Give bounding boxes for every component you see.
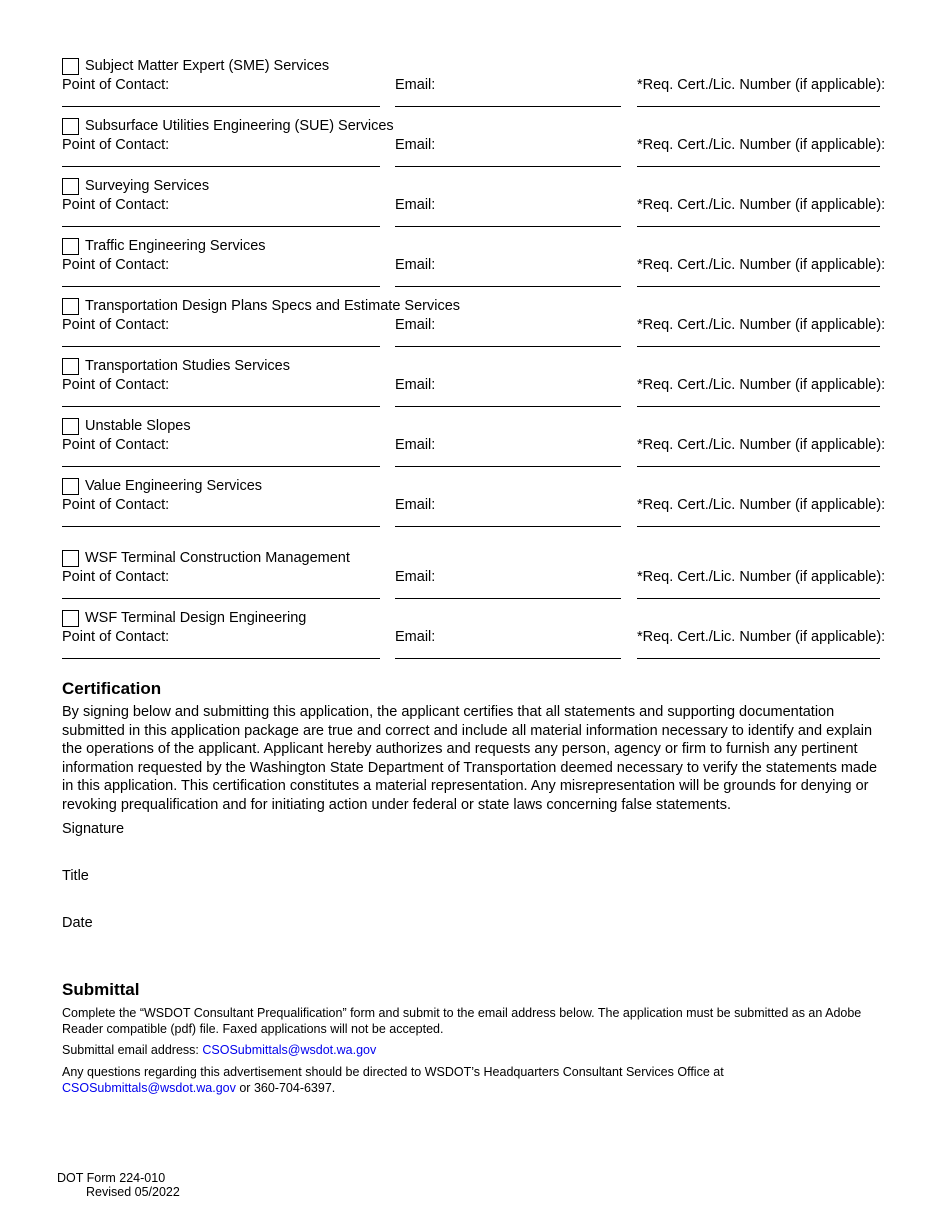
service-row [0, 550, 950, 610]
submittal-email-label: Submittal email address: [62, 1043, 199, 1057]
email-field[interactable] [395, 158, 621, 167]
service-checkbox[interactable] [62, 298, 79, 315]
email-field[interactable] [395, 518, 621, 527]
service-name: Unstable Slopes [85, 418, 191, 434]
service-name: Surveying Services [85, 178, 210, 194]
cert-number-field[interactable] [637, 458, 880, 467]
cert-number-field[interactable] [637, 338, 880, 347]
service-checkbox[interactable] [62, 418, 79, 435]
email-field[interactable] [395, 278, 621, 287]
service-row [0, 478, 950, 538]
service-name: WSF Terminal Design Engineering [85, 610, 307, 626]
cert-number-label: *Req. Cert./Lic. Number (if applicable): [637, 629, 886, 645]
cert-number-field[interactable] [637, 398, 880, 407]
cert-number-field[interactable] [637, 650, 880, 659]
email-field[interactable] [395, 398, 621, 407]
cert-number-label: *Req. Cert./Lic. Number (if applicable): [637, 497, 886, 513]
point-of-contact-field[interactable] [62, 338, 380, 347]
email-field[interactable] [395, 338, 621, 347]
service-row [0, 58, 950, 118]
submittal-email-line [62, 1042, 882, 1058]
cert-number-label: *Req. Cert./Lic. Number (if applicable): [637, 377, 886, 393]
certification-text: By signing below and submitting this application, the applicant certifies that all statements and supporting documentation submitted in this application package are true and correct and include all material information necessary to identify and explain the operations of the applicant. Applicant hereby authorizes and requests any person, agency or firm to furnish any pertinent information requested by the Washington State Department of Transportation deemed necessary to verify the statements made in this application. This certification constitutes a material representation. Any misrepresentation will be grounds for denying or revoking prequalification and for initiating action under federal or state laws concerning false statements. [62, 704, 878, 813]
email-label: Email: [395, 197, 436, 213]
cert-number-field[interactable] [637, 278, 880, 287]
point-of-contact-field[interactable] [62, 590, 380, 599]
service-checkbox[interactable] [62, 178, 79, 195]
point-of-contact-label: Point of Contact: [62, 437, 170, 453]
service-name: Transportation Design Plans Specs and Estimate Services [85, 298, 461, 314]
cert-number-label: *Req. Cert./Lic. Number (if applicable): [637, 257, 886, 273]
email-label: Email: [395, 629, 436, 645]
cert-number-label: *Req. Cert./Lic. Number (if applicable): [637, 437, 886, 453]
point-of-contact-label: Point of Contact: [62, 197, 170, 213]
title-label: Title [62, 868, 89, 884]
point-of-contact-label: Point of Contact: [62, 137, 170, 153]
point-of-contact-label: Point of Contact: [62, 377, 170, 393]
point-of-contact-field[interactable] [62, 218, 380, 227]
point-of-contact-field[interactable] [62, 650, 380, 659]
cert-number-label: *Req. Cert./Lic. Number (if applicable): [637, 197, 886, 213]
service-row [0, 118, 950, 178]
form-number: DOT Form 224-010 [57, 1171, 166, 1185]
point-of-contact-field[interactable] [62, 398, 380, 407]
revised-date: Revised 05/2022 [86, 1185, 180, 1199]
cert-number-field[interactable] [637, 158, 880, 167]
cert-number-field[interactable] [637, 218, 880, 227]
cert-number-field[interactable] [637, 98, 880, 107]
email-label: Email: [395, 569, 436, 585]
service-name: WSF Terminal Construction Management [85, 550, 350, 566]
service-name: Subsurface Utilities Engineering (SUE) Services [85, 118, 394, 134]
email-field[interactable] [395, 650, 621, 659]
service-checkbox[interactable] [62, 118, 79, 135]
date-label: Date [62, 915, 93, 931]
service-checkbox[interactable] [62, 610, 79, 627]
email-label: Email: [395, 317, 436, 333]
questions-suffix: or 360-704-6397. [239, 1081, 336, 1095]
signature-label: Signature [62, 821, 125, 837]
service-row [0, 178, 950, 238]
cert-number-label: *Req. Cert./Lic. Number (if applicable): [637, 569, 886, 585]
service-row [0, 358, 950, 418]
email-field[interactable] [395, 590, 621, 599]
point-of-contact-field[interactable] [62, 158, 380, 167]
point-of-contact-label: Point of Contact: [62, 497, 170, 513]
service-name: Subject Matter Expert (SME) Services [85, 58, 330, 74]
point-of-contact-label: Point of Contact: [62, 257, 170, 273]
cert-number-field[interactable] [637, 590, 880, 599]
email-field[interactable] [395, 218, 621, 227]
certification-heading: Certification [62, 679, 162, 698]
submittal-instructions: Complete the “WSDOT Consultant Prequalification” form and submit to the email address below. The application must be submitted as an Adobe Reader compatible (pdf) file. Faxed applications will not be accepted. [62, 1006, 862, 1036]
cert-number-label: *Req. Cert./Lic. Number (if applicable): [637, 77, 886, 93]
service-name: Transportation Studies Services [85, 358, 290, 374]
service-checkbox[interactable] [62, 478, 79, 495]
point-of-contact-field[interactable] [62, 458, 380, 467]
questions-text [62, 1064, 882, 1096]
service-checkbox[interactable] [62, 238, 79, 255]
point-of-contact-field[interactable] [62, 98, 380, 107]
point-of-contact-field[interactable] [62, 278, 380, 287]
cert-number-label: *Req. Cert./Lic. Number (if applicable): [637, 317, 886, 333]
service-checkbox[interactable] [62, 358, 79, 375]
cert-number-field[interactable] [637, 518, 880, 527]
email-field[interactable] [395, 98, 621, 107]
service-row [0, 238, 950, 298]
email-label: Email: [395, 497, 436, 513]
email-label: Email: [395, 77, 436, 93]
point-of-contact-label: Point of Contact: [62, 77, 170, 93]
point-of-contact-field[interactable] [62, 518, 380, 527]
service-name: Traffic Engineering Services [85, 238, 266, 254]
email-label: Email: [395, 377, 436, 393]
email-label: Email: [395, 137, 436, 153]
service-name: Value Engineering Services [85, 478, 263, 494]
questions-prefix: Any questions regarding this advertisement should be directed to WSDOT’s Headquarters Consultant Services Office at [62, 1065, 724, 1079]
email-label: Email: [395, 437, 436, 453]
email-label: Email: [395, 257, 436, 273]
service-row [0, 418, 950, 478]
email-field[interactable] [395, 458, 621, 467]
questions-email-link[interactable]: CSOSubmittals@wsdot.wa.gov [62, 1081, 236, 1095]
service-checkbox[interactable] [62, 550, 79, 567]
point-of-contact-label: Point of Contact: [62, 317, 170, 333]
submittal-email-link[interactable]: CSOSubmittals@wsdot.wa.gov [202, 1043, 377, 1057]
service-row [0, 610, 950, 670]
point-of-contact-label: Point of Contact: [62, 569, 170, 585]
cert-number-label: *Req. Cert./Lic. Number (if applicable): [637, 137, 886, 153]
point-of-contact-label: Point of Contact: [62, 629, 170, 645]
submittal-heading: Submittal [62, 980, 140, 999]
service-row [0, 298, 950, 358]
service-checkbox[interactable] [62, 58, 79, 75]
